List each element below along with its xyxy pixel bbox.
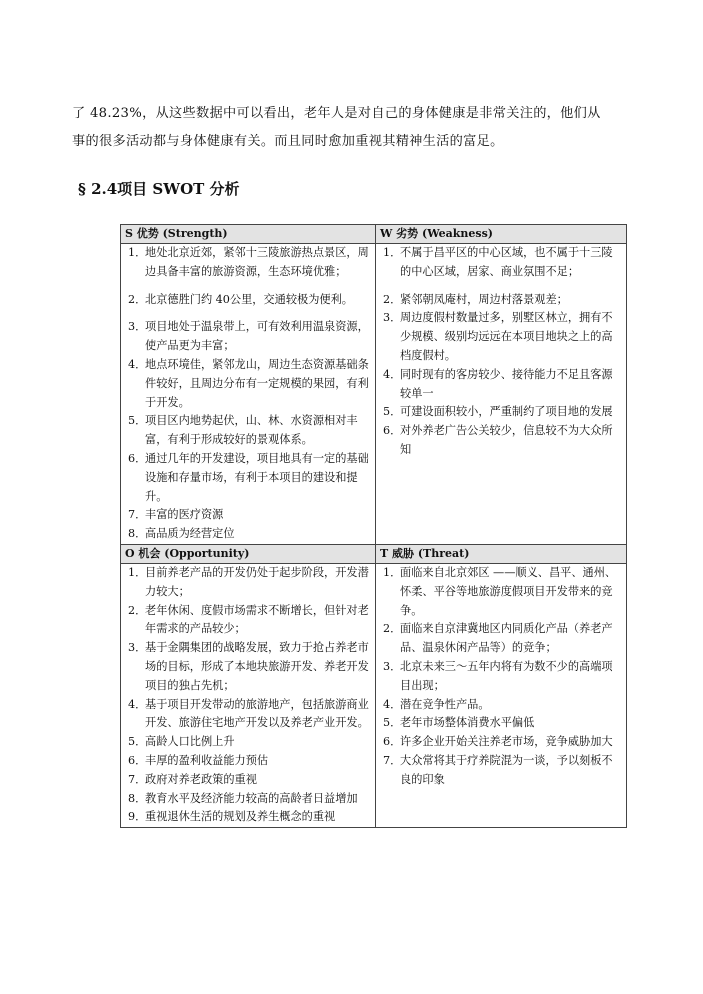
list-item [380, 733, 621, 752]
item-number: 4． [383, 697, 402, 711]
item-text: 重视退休生活的规划及养生概念的重视 [145, 810, 336, 824]
item-number: 7． [128, 772, 147, 786]
item-text: 项目区内地势起伏，山、林、水资源相对丰富，有利于形成较好的景观体系。 [145, 414, 358, 447]
item-number: 3． [383, 311, 402, 325]
swot-header-row [121, 225, 627, 244]
item-text: 通过几年的开发建设，项目地具有一定的基础设施和存量市场，有利于本项目的建设和提升。 [145, 451, 369, 503]
item-text: 紧邻朝凤庵村，周边村落景观差； [400, 292, 568, 306]
list-item [380, 244, 621, 282]
item-number: 3． [383, 659, 402, 673]
item-text: 面临来自京津冀地区内同质化产品（养老产品、温泉休闲产品等）的竞争； [400, 622, 613, 655]
swot-table [120, 224, 627, 828]
item-text: 丰富的医疗资源 [145, 508, 224, 522]
list-item [125, 752, 370, 771]
list-item [125, 450, 370, 506]
item-number: 1． [128, 565, 147, 579]
item-number: 5． [383, 716, 402, 730]
threat-header: T 威胁 (Threat) [376, 544, 627, 563]
list-item [380, 366, 621, 404]
swot-content-row [121, 563, 627, 827]
weakness-header: W 劣势 (Weakness) [376, 225, 627, 244]
item-text: 项目地处于温泉带上，可有效利用温泉资源，使产品更为丰富； [145, 320, 369, 353]
item-number: 2． [128, 292, 147, 306]
item-text: 可建设面积较小，严重制约了项目地的发展 [400, 405, 613, 419]
list-item [380, 291, 621, 310]
strength-header: S 优势 (Strength) [121, 225, 376, 244]
list-item [380, 309, 621, 365]
item-text: 不属于昌平区的中心区域，也不属于十三陵的中心区域，居家、商业氛围不足； [400, 246, 613, 278]
list-item [380, 714, 621, 733]
swot-header-row [121, 544, 627, 563]
item-text: 对外养老广告公关较少，信息较不为大众所知 [400, 424, 613, 456]
intro-paragraph-line-1: 了 48.23%，从这些数据中可以看出，老年人是对自己的身体健康是非常关注的，他们从 [72, 106, 601, 121]
item-number: 8． [128, 791, 147, 805]
threat-cell [376, 563, 627, 827]
item-number: 4． [128, 357, 147, 371]
weakness-cell [376, 244, 627, 545]
item-text: 高龄人口比例上升 [145, 735, 235, 749]
opportunity-header: O 机会 (Opportunity) [121, 544, 376, 563]
item-text: 目前养老产品的开发仍处于起步阶段，开发潜力较大； [145, 565, 369, 598]
list-item [380, 752, 621, 790]
opportunity-list [125, 564, 370, 827]
list-item [125, 525, 370, 544]
list-item [125, 412, 370, 450]
item-number: 4． [383, 367, 402, 381]
strength-list [125, 244, 370, 544]
list-item [125, 506, 370, 525]
item-number: 9． [128, 810, 147, 824]
list-item [125, 696, 370, 734]
item-text: 基于项目开发带动的旅游地产，包括旅游商业开发、旅游住宅地产开发以及养老产业开发。 [145, 697, 369, 730]
item-number: 3． [128, 320, 147, 334]
item-text: 政府对养老政策的重视 [145, 772, 257, 786]
list-item [125, 771, 370, 790]
item-text: 北京未来三～五年内将有为数不少的高端项目出现； [400, 659, 613, 692]
list-item [125, 808, 370, 827]
item-number: 6． [383, 735, 402, 749]
item-text: 北京德胜门约 40公里，交通较极为便利。 [145, 292, 353, 306]
item-number: 5． [128, 735, 147, 749]
item-number: 7． [128, 508, 147, 522]
list-item [125, 602, 370, 640]
item-number: 5． [383, 405, 402, 419]
item-number: 1． [383, 565, 402, 579]
item-text: 面临来自北京郊区 ——顺义、昌平、通州、怀柔、平谷等地旅游度假项目开发带来的竞争。 [400, 565, 617, 617]
list-item [125, 318, 370, 356]
item-text: 丰厚的盈利收益能力预估 [145, 753, 269, 767]
list-item [125, 244, 370, 282]
list-item [125, 733, 370, 752]
item-text: 地点环境佳，紧邻龙山，周边生态资源基础条件较好，且周边分布有一定规模的果园，有利于开发。 [145, 357, 369, 409]
list-item [125, 639, 370, 695]
item-text: 大众常将其于疗养院混为一谈，予以刻板不良的印象 [400, 753, 613, 786]
item-number: 7． [383, 753, 402, 767]
weakness-list [380, 244, 621, 460]
strength-cell [121, 244, 376, 545]
list-item [380, 620, 621, 658]
item-text: 同时现有的客房较少、接待能力不足且客源较单一 [400, 367, 613, 400]
item-text: 地处北京近郊，紧邻十三陵旅游热点景区，周边具备丰富的旅游资源，生态环境优雅； [145, 246, 369, 278]
item-text: 高品质为经营定位 [145, 527, 235, 541]
list-item [380, 658, 621, 696]
item-number: 3． [128, 641, 147, 655]
item-number: 6． [383, 424, 402, 438]
list-item [125, 356, 370, 412]
item-number: 2． [383, 622, 402, 636]
list-item [125, 790, 370, 809]
opportunity-cell [121, 563, 376, 827]
list-item [380, 403, 621, 422]
threat-list [380, 564, 621, 790]
list-item [380, 696, 621, 715]
item-number: 5． [128, 414, 147, 428]
intro-paragraph-line-2: 事的很多活动都与身体健康有关。而且同时愈加重视其精神生活的富足。 [72, 134, 504, 149]
item-text: 教育水平及经济能力较高的高龄者日益增加 [145, 791, 358, 805]
item-number: 1． [128, 246, 147, 259]
item-text: 老年市场整体消费水平偏低 [400, 716, 535, 730]
item-number: 2． [128, 603, 147, 617]
item-number: 4． [128, 697, 147, 711]
item-number: 8． [128, 527, 147, 541]
item-number: 6． [128, 451, 147, 465]
swot-content-row [121, 244, 627, 545]
list-item [380, 564, 621, 620]
item-text: 潜在竞争性产品。 [400, 697, 490, 711]
item-number: 1． [383, 246, 402, 259]
item-number: 6． [128, 753, 147, 767]
item-text: 许多企业开始关注养老市场，竞争威胁加大 [400, 735, 613, 749]
item-text: 周边度假村数量过多，别墅区林立，拥有不少规模、级别均远远在本项目地块之上的高档度假村。 [400, 311, 613, 362]
item-number: 2． [383, 292, 402, 306]
list-item [125, 291, 370, 310]
list-item [125, 564, 370, 602]
item-text: 基于金隅集团的战略发展，致力于抢占养老市场的目标，形成了本地块旅游开发、养老开发项目的独占先机； [145, 641, 369, 692]
section-heading: § 2.4项目 SWOT 分析 [78, 180, 240, 198]
item-text: 老年休闲、度假市场需求不断增长，但针对老年需求的产品较少； [145, 603, 369, 636]
list-item [380, 422, 621, 460]
